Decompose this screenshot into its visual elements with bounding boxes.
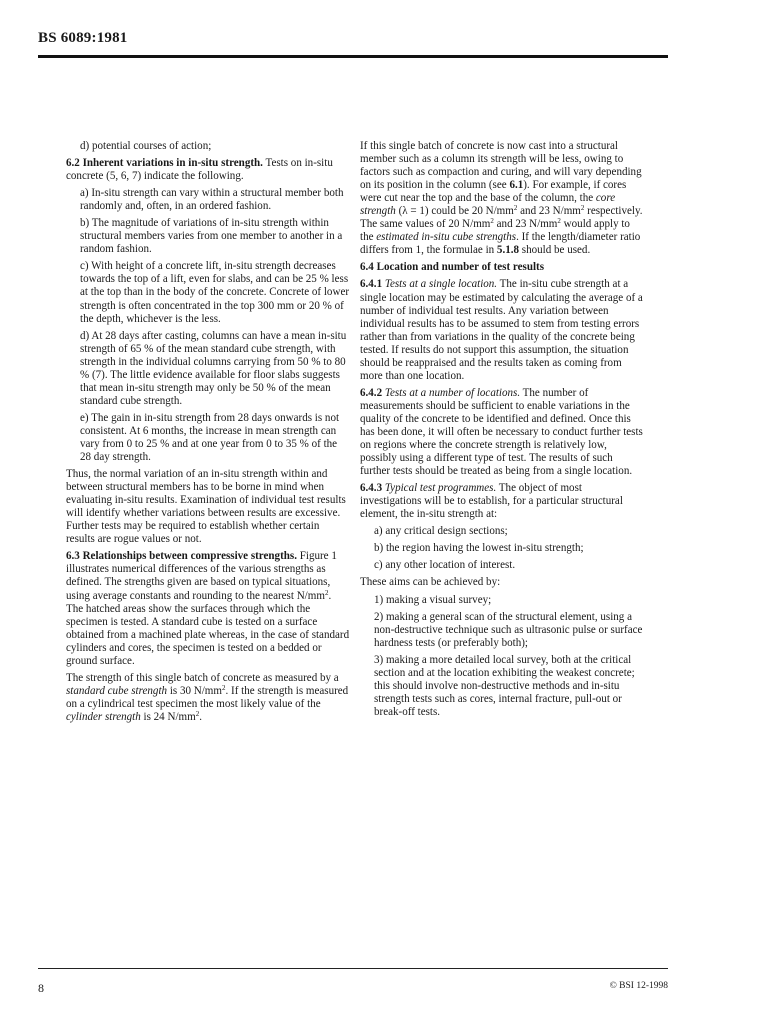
aim-item-1: 1) making a visual survey; [374, 593, 492, 606]
text-run: The strength of this single batch of concrete as measured by a [66, 671, 339, 684]
superscript: 2 [490, 217, 494, 226]
section-6-4-3-item-c: c) any other location of interest. [374, 559, 516, 572]
text-run: . If the strength is measured on a cylindrical test specimen the most likely value of the [66, 684, 349, 710]
column-strength-paragraph [360, 140, 643, 257]
clause-reference: 5.1.8 [496, 244, 520, 257]
clause-number: 6.4.3 [360, 482, 383, 495]
section-6-3-heading: 6.3 Relationships between compressive strengths. [66, 550, 297, 563]
section-6-4-3-item-a: a) any critical design sections; [374, 525, 508, 538]
clause-number: 6.4.1 [360, 278, 383, 291]
section-6-4-1 [360, 278, 643, 382]
left-column [66, 140, 350, 728]
section-6-3-para-2 [66, 672, 350, 724]
superscript: 2 [580, 204, 585, 213]
header-rule [38, 55, 668, 58]
document-header-title: BS 6089:1981 [38, 30, 128, 46]
term-estimated-in-situ-cube-strengths: estimated in-situ cube strengths [376, 231, 517, 244]
section-6-2-item-b: b) The magnitude of variations of in-situ strength within structural members varies from one member to another in a random fashion. [80, 217, 343, 256]
text-run: . The hatched areas show the surfaces through which the specimen is tested. A standard cube is tested on a surface obtained from a machined plate whereas, in the case of standard cylinders and cores, the specimen is tested on a bedded or ground surface. [66, 589, 350, 667]
term-core-strength: core strength [360, 192, 616, 218]
text-run: If this single batch of concrete is now cast into a structural member such as a column its strength will be less, owing to factors such as compaction and curing, and will vary depending on its position in the column (see [360, 140, 642, 192]
text-run: The number of measurements should be sufficient to enable variations in the quality of the concrete to be identified and defined. Once this has been done, it will often be necessary to conduct further tests on regions where the concrete strength is relatively low, possibly using a different type of test. The results of such further tests should be treated as being from a single location. [360, 386, 643, 478]
text-run: The in-situ cube strength at a single location may be estimated by calculating the average of a number of individual test results. Any variation between individual results has to be assumed to stem from testing errors rather than from variations in the quality of the concrete being tested. If results do not support this assumption, the situation should be reappraised and the results taken as coming from more than one location. [360, 278, 643, 382]
section-6-2-item-a: a) In-situ strength can vary within a structural member both randomly and, often, in an ordered fashion. [80, 187, 344, 213]
section-6-4-heading: 6.4 Location and number of test results [360, 261, 545, 274]
text-run: The object of most investigations will be to establish, for a particular structural element, the in-situ strength at: [360, 482, 623, 521]
superscript: 2 [195, 709, 200, 718]
section-6-3-para-1 [66, 550, 350, 667]
text-run: Figure 1 illustrates numerical differences of the various strengths as defined. The strengths given are based on typical situations, using average constants and rounding to the nearest N/mm [66, 550, 337, 602]
term-cylinder-strength: cylinder strength [66, 710, 141, 723]
section-6-4-3 [360, 482, 643, 521]
aim-item-2: 2) making a general scan of the structural element, using a non-destructive technique such as ultrasonic pulse or surface hardness tests (or preferably both); [374, 610, 643, 649]
text-run: is 24 N/mm [140, 710, 196, 723]
term-standard-cube-strength: standard cube strength [66, 684, 168, 697]
clause-reference: 6.1 [509, 179, 524, 192]
aims-intro: These aims can be achieved by: [360, 576, 501, 589]
text-run: . If the length/diameter ratio differs from 1, the formulae in [360, 231, 641, 257]
copyright-notice: © BSI 12-1998 [609, 981, 668, 991]
footer-rule [38, 968, 668, 969]
aim-item-3: 3) making a more detailed local survey, both at the critical section and at the location exhibiting the weakest concrete; this should involve non-destructive methods and in-situ strength tests such as cores, internal fracture, pull-out or break-off tests. [374, 653, 635, 718]
page-number: 8 [38, 981, 44, 995]
text-run: would apply to the [360, 218, 630, 244]
section-6-2-item-c: c) With height of a concrete lift, in-situ strength decreases towards the top of a lift, even for slabs, and can be 25 % less at the top than in the body of the concrete. Concrete of lower strength is often concentrated in the top 300 mm or 20 % of the depth, whichever is the less. [80, 260, 350, 325]
clause-title: Typical test programmes. [382, 482, 497, 495]
text-run: is 30 N/mm [167, 684, 222, 697]
section-6-4-2 [360, 387, 643, 478]
text-run: and 23 N/mm [493, 218, 558, 231]
section-6-2-item-d: d) At 28 days after casting, columns can have a mean in-situ strength of 65 % of the mean standard cube strength, with strength in the individual columns carrying from 50 % to 80 % (7). The little evidence available for floor slabs suggests that mean in-situ strength may only be 50 % of the mean standard cube strength. [80, 329, 347, 407]
section-6-2 [66, 157, 350, 183]
clause-title: Tests at a number of locations. [382, 386, 521, 399]
text-run: respectively. The same values of 20 N/mm [360, 205, 643, 231]
section-6-2-item-e: e) The gain in in-situ strength from 28 days onwards is not consistent. At 6 months, the increase in mean strength can vary from 0 to 25 % and at one year from 0 to 35 % of the 28 day strength. [80, 411, 340, 464]
superscript: 2 [557, 217, 561, 226]
superscript: 2 [513, 204, 518, 213]
text-run: should be used. [519, 244, 591, 257]
clause-number: 6.4.2 [360, 386, 383, 399]
section-6-2-summary: Thus, the normal variation of an in-situ strength within and between structural members has to be borne in mind when evaluating in-situ results. Examination of individual test results will identify whether variations between results are excessive. Further tests may be required to establish whether certain results are rogue values or not. [66, 468, 346, 546]
text-run: (λ = 1) could be 20 N/mm [395, 205, 514, 218]
text-run: and 23 N/mm [517, 205, 581, 218]
clause-title: Tests at a single location. [382, 278, 498, 291]
section-6-2-heading: 6.2 Inherent variations in in-situ strength. [66, 157, 263, 170]
right-column [360, 140, 643, 723]
text-run: ). For example, if cores were cut near the top and the base of the column, the [360, 179, 627, 205]
superscript: 2 [324, 588, 329, 597]
section-6-4-3-item-b: b) the region having the lowest in-situ strength; [374, 542, 584, 555]
text-run: . [199, 710, 202, 723]
superscript: 2 [222, 683, 226, 692]
list-item-d-potential-courses: d) potential courses of action; [80, 140, 212, 152]
section-6-2-intro: Tests on in-situ concrete (5, 6, 7) indicate the following. [66, 157, 333, 183]
